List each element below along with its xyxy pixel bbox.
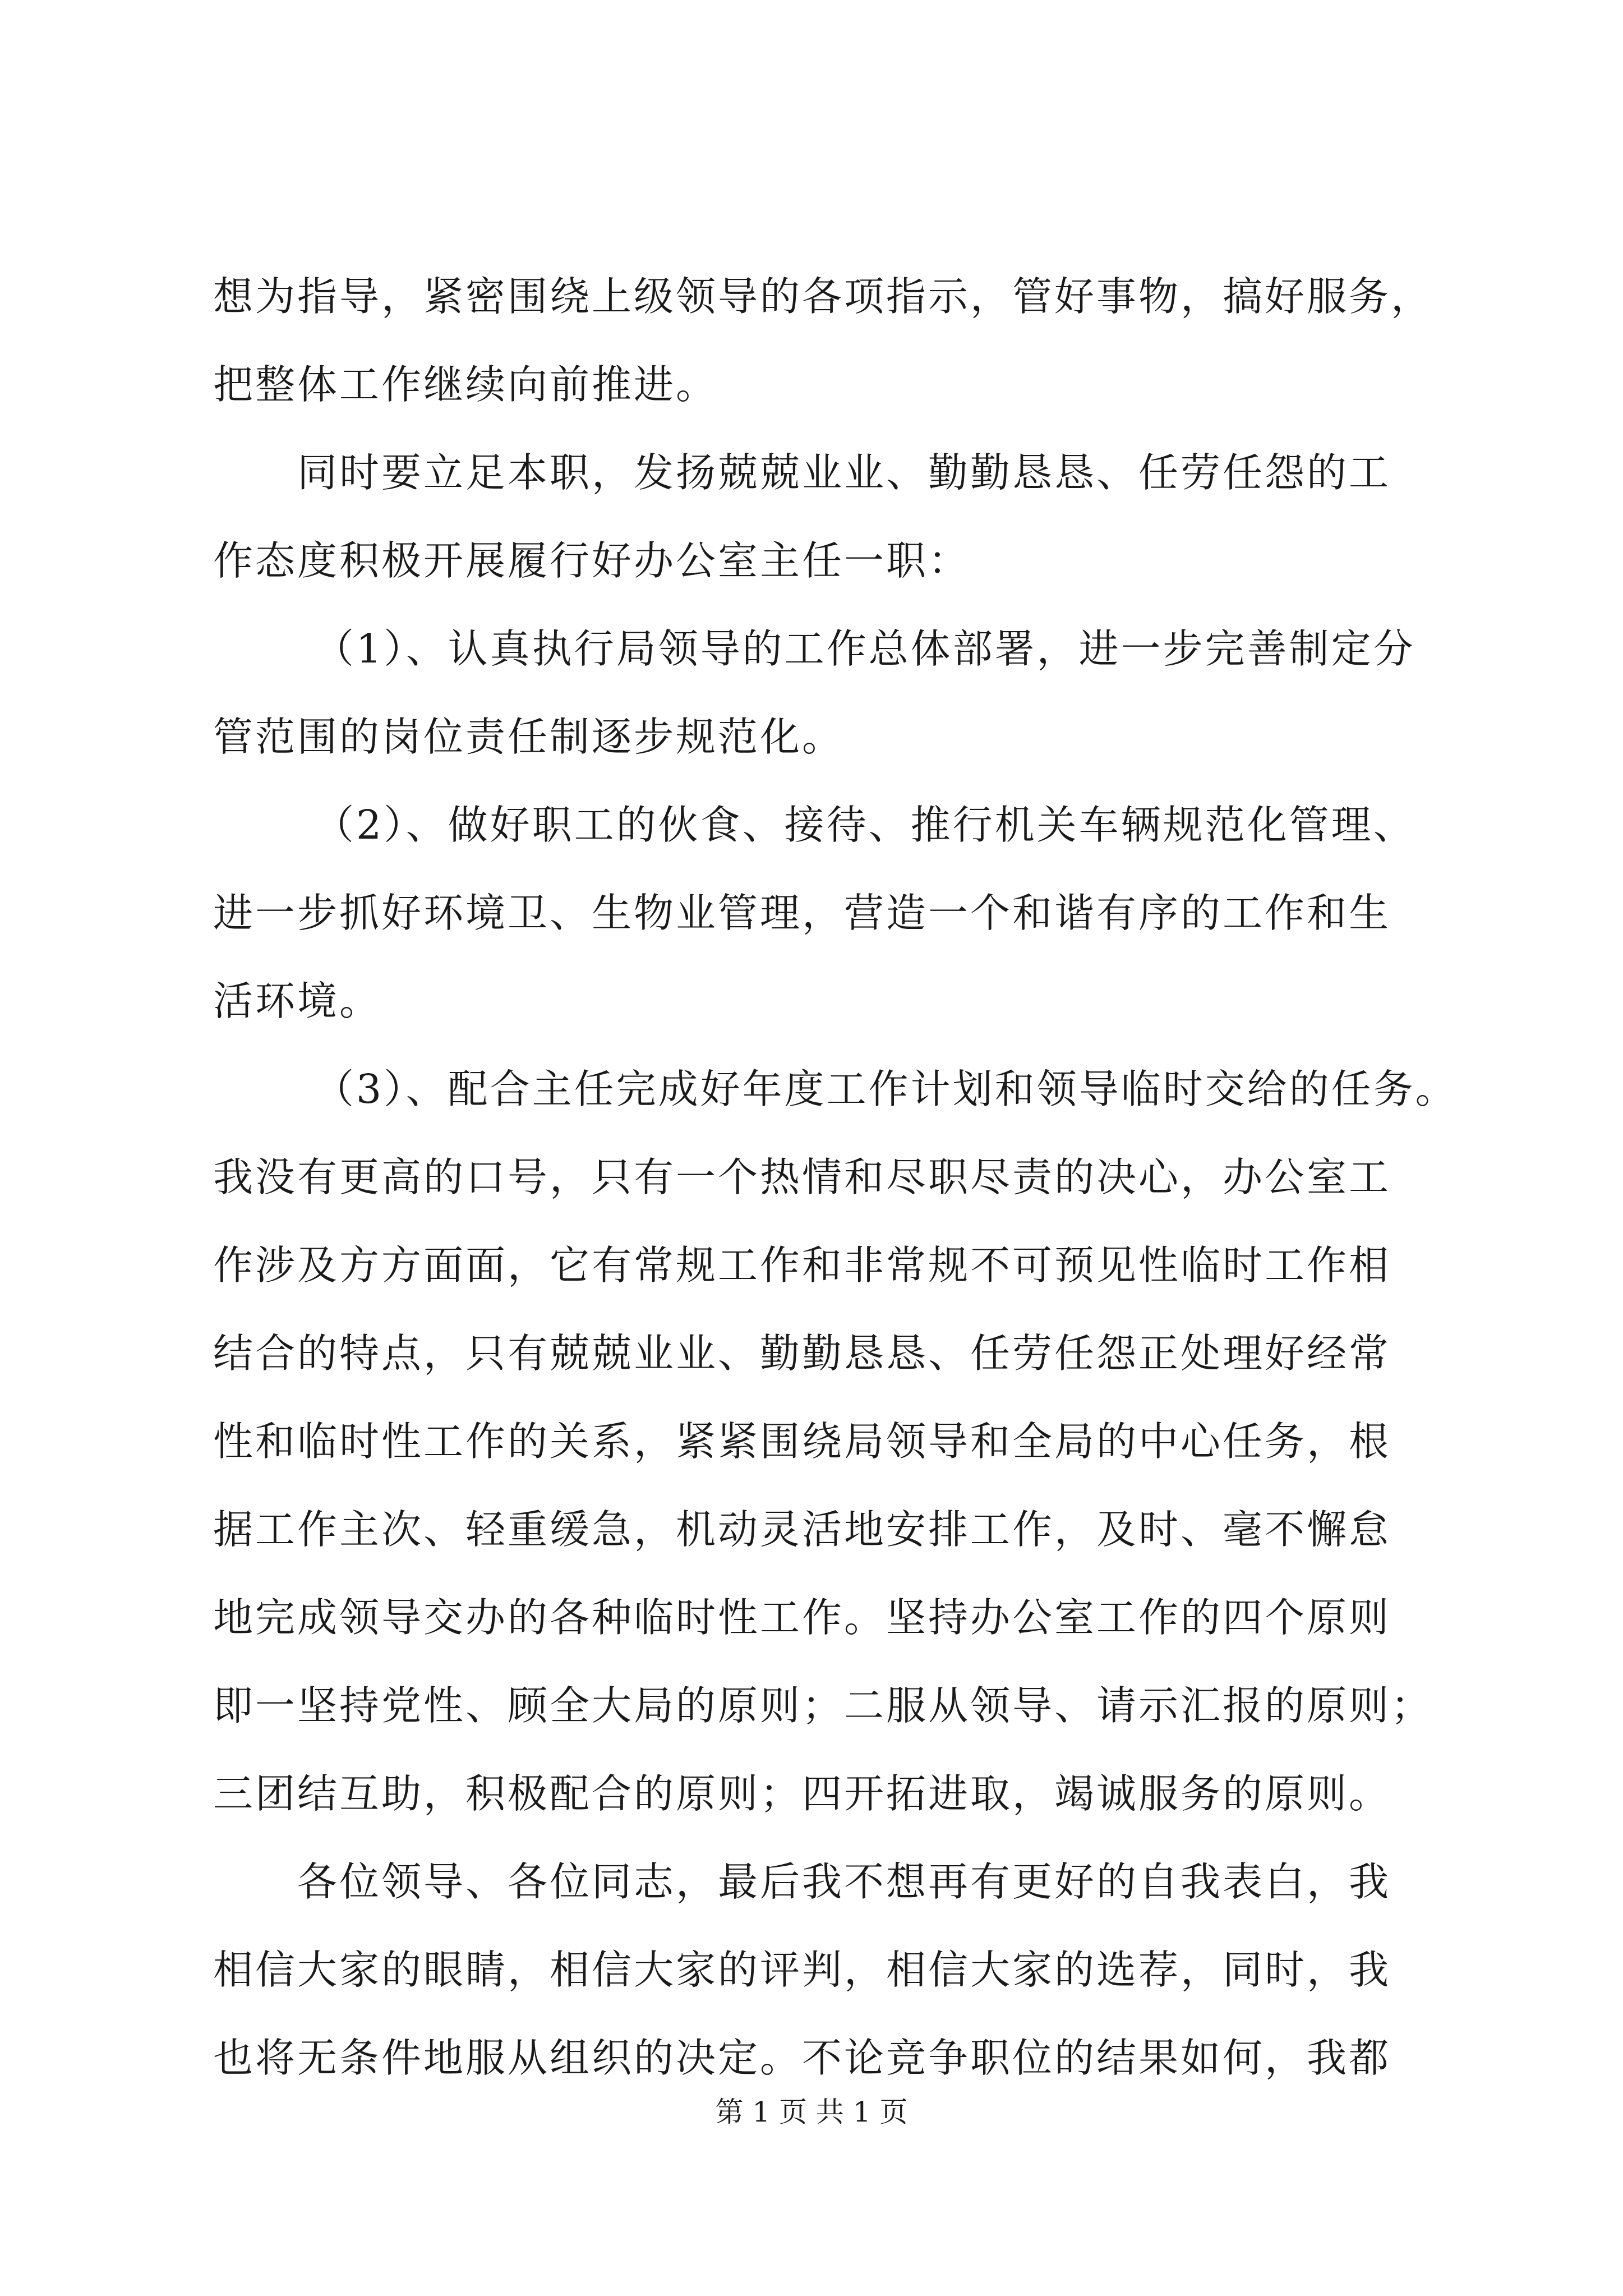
text-line: 即一坚持党性、顾全大局的原则；二服从领导、请示汇报的原则； (213, 1682, 1433, 1729)
paragraph-start-line: 同时要立足本职，发扬兢兢业业、勤勤恳恳、任劳任怨的工 (297, 449, 1391, 496)
text-line: 想为指导，紧密围绕上级领导的各项指示，管好事物，搞好服务， (213, 273, 1433, 320)
text-line: 作态度积极开展履行好办公室主任一职： (213, 537, 971, 584)
document-body (213, 252, 1458, 2102)
text-line: 地完成领导交办的各种临时性工作。坚持办公室工作的四个原则 (213, 1594, 1391, 1641)
paragraph-start-line: 各位领导、各位同志，最后我不想再有更好的自我表白，我 (297, 1858, 1391, 1905)
text-line: 作涉及方方面面，它有常规工作和非常规不可预见性临时工作相 (213, 1242, 1391, 1289)
text-line: 进一步抓好环境卫、生物业管理，营造一个和谐有序的工作和生 (213, 890, 1391, 936)
text-line: 性和临时性工作的关系，紧紧围绕局领导和全局的中心任务，根 (213, 1418, 1391, 1465)
text-line: 三团结互助，积极配合的原则；四开拓进取，竭诚服务的原则。 (213, 1770, 1391, 1817)
list-item-3-line: （3）、配合主任完成好年度工作计划和领导临时交给的任务。 (314, 1066, 1458, 1112)
text-line: 结合的特点，只有兢兢业业、勤勤恳恳、任劳任怨正处理好经常 (213, 1330, 1391, 1377)
text-line: 管范围的岗位责任制逐步规范化。 (213, 714, 845, 760)
text-line: 相信大家的眼睛，相信大家的评判，相信大家的选荐，同时，我 (213, 1947, 1391, 1993)
text-line: 把整体工作继续向前推进。 (213, 361, 718, 408)
text-line: 活环境。 (213, 978, 382, 1024)
text-line: 据工作主次、轻重缓急，机动灵活地安排工作，及时、毫不懈怠 (213, 1506, 1391, 1553)
list-item-1-line: （1）、认真执行局领导的工作总体部署，进一步完善制定分 (314, 625, 1415, 672)
text-line: 我没有更高的口号，只有一个热情和尽职尽责的决心，办公室工 (213, 1154, 1391, 1200)
page-number-footer: 第 1 页 共 1 页 (715, 2096, 908, 2128)
list-item-2-line: （2）、做好职工的伙食、接待、推行机关车辆规范化管理、 (314, 802, 1415, 848)
text-line: 也将无条件地服从组织的决定。不论竞争职位的结果如何，我都 (213, 2035, 1391, 2081)
